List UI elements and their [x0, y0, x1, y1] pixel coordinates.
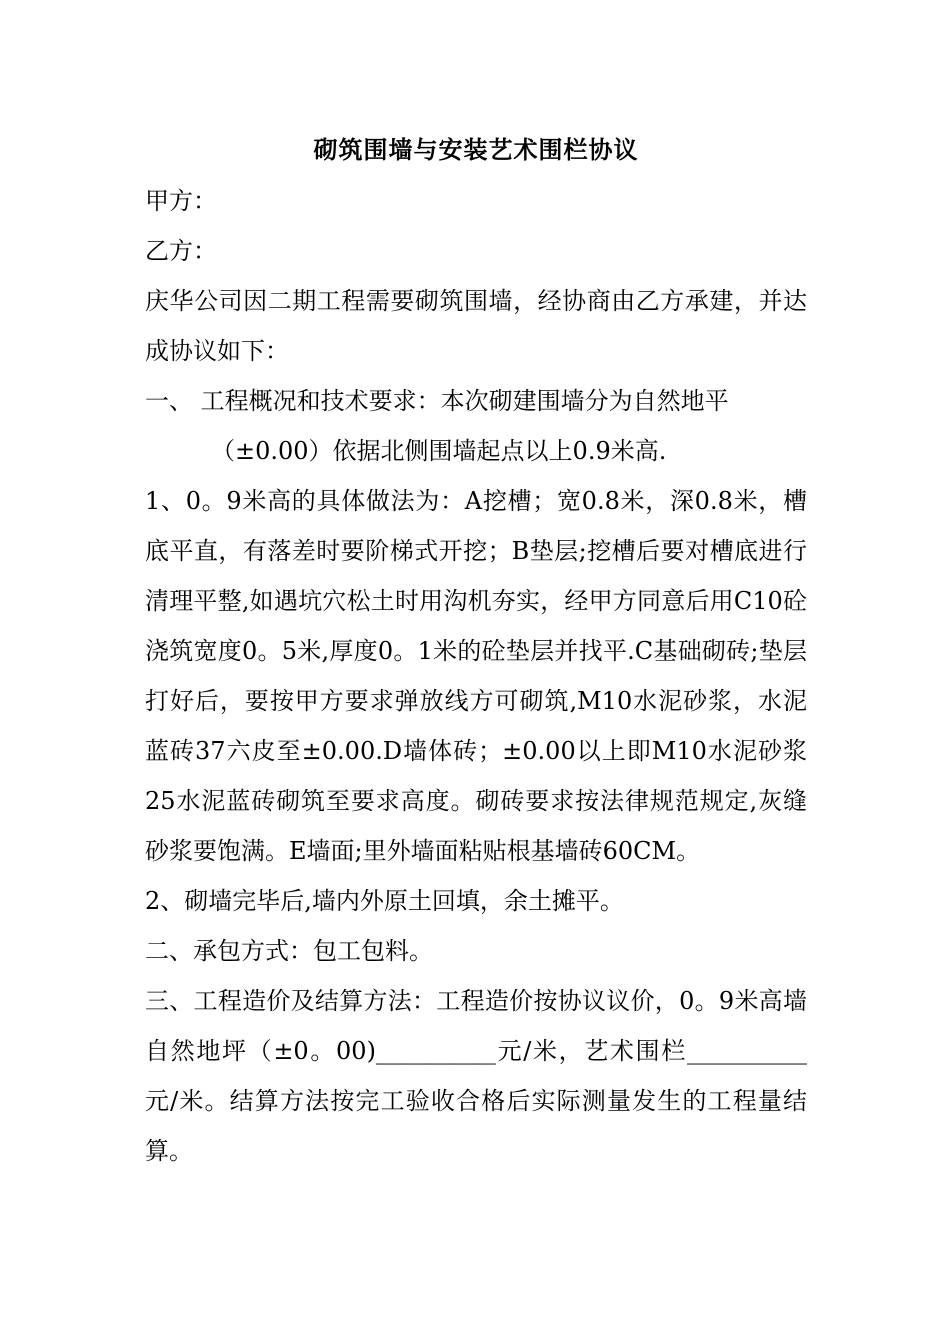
- document-title: 砌筑围墙与安装艺术围栏协议: [313, 135, 639, 164]
- item1-paragraph: 1、0。9米高的具体做法为：A挖槽；宽0.8米，深0.8米，槽底平直，有落差时要阶梯式开挖；B垫层;挖槽后要对槽底进行清理平整,如遇坑穴松土时用沟机夯实，经甲方同意后用C10砼浇筑宽度0。5米,厚度0。1米的砼垫层并找平.C基础砌砖;垫层打好后，要按甲方要求弹放线方可砌筑,M10水泥砂浆，水泥蓝砖37六皮至±0.00.D墙体砖；±0.00以上即M10水泥砂浆25水泥蓝砖砌筑至要求高度。砌砖要求按法律规范规定,灰缝砂浆要饱满。E墙面;里外墙面粘贴根基墙砖60CM。: [145, 487, 807, 865]
- party-a-label: 甲方：: [145, 187, 217, 215]
- section3-paragraph: 三、工程造价及结算方法：工程造价按协议议价，0。9米高墙自然地坪（±0。00)__________元/米，艺术围栏__________元/米。结算方法按完工验收合格后实际测量发生的工程量结算。: [145, 987, 807, 1165]
- section1-heading: 一、 工程概况和技术要求：本次砌建围墙分为自然地平: [145, 387, 729, 415]
- intro-paragraph: 庆华公司因二期工程需要砌筑围墙，经协商由乙方承建，并达成协议如下：: [145, 287, 807, 365]
- item2-paragraph: 2、砌墙完毕后,墙内外原土回填，余土摊平。: [145, 887, 624, 915]
- section1-continuation: （±0.00）依据北侧围墙起点以上0.9米高.: [211, 437, 667, 465]
- document-page: [145, 128, 807, 1176]
- section2-paragraph: 二、承包方式：包工包料。: [145, 937, 433, 965]
- party-b-label: 乙方：: [145, 237, 217, 265]
